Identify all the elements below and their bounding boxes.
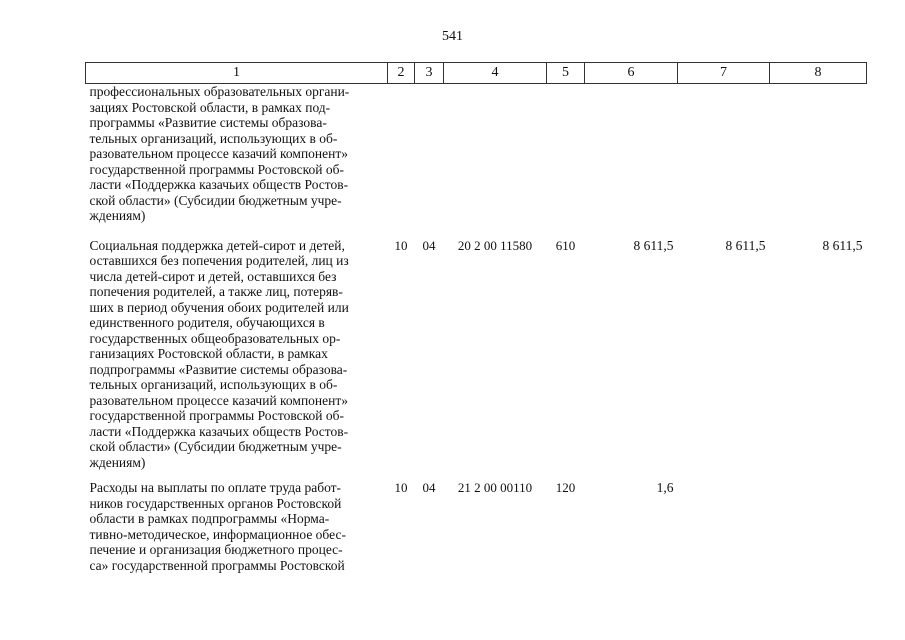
description-line: ласти «Поддержка казачьих обществ Ростов- bbox=[89, 423, 349, 439]
section-code: 10 bbox=[394, 480, 408, 495]
column-header-4: 4 bbox=[444, 63, 547, 84]
description-line: ников государственных органов Ростовской bbox=[89, 495, 342, 511]
description-line: области в рамках подпрограммы «Норма- bbox=[89, 511, 330, 526]
amount-column-7 bbox=[678, 480, 770, 573]
column-header-3: 3 bbox=[415, 63, 444, 84]
target-article-code: 20 2 00 11580 bbox=[457, 237, 533, 253]
description-line: единственного родителя, обучающихся в bbox=[89, 315, 325, 330]
description-line: ской области» (Субсидии бюджетным учре- bbox=[89, 439, 342, 454]
description-line: профессиональных образовательных органи- bbox=[89, 84, 350, 99]
description-line: подпрограммы «Развитие системы образова- bbox=[89, 361, 348, 377]
section-code bbox=[388, 84, 415, 238]
amount-column-6 bbox=[585, 84, 678, 238]
description-line: зациях Ростовской области, в рамках под- bbox=[89, 99, 331, 115]
description-line: тельных организаций, использующих в об- bbox=[89, 130, 338, 146]
expense-type-code: 610 bbox=[555, 237, 576, 253]
column-header-2: 2 bbox=[388, 63, 415, 84]
description-line: оставшихся без попечения родителей, лиц из bbox=[89, 253, 349, 268]
row-description bbox=[86, 84, 388, 238]
description-line: ших в период обучения обоих родителей или bbox=[89, 299, 349, 315]
column-header-8: 8 bbox=[770, 63, 867, 84]
description-line: тельных организаций, использующих в об- bbox=[89, 377, 338, 392]
description-line: числа детей-сирот и детей, оставшихся без bbox=[89, 268, 337, 284]
table-row bbox=[86, 480, 867, 573]
section-code: 10 bbox=[394, 237, 408, 253]
target-article-code: 21 2 00 00110 bbox=[457, 480, 533, 495]
page-number: 541 bbox=[442, 29, 463, 44]
description-line: тивно-методическое, информационное обес- bbox=[89, 526, 346, 542]
row-description bbox=[86, 480, 388, 573]
description-line: программы «Развитие системы образова- bbox=[89, 115, 327, 130]
table-row bbox=[86, 238, 867, 481]
amount-column-8: 8 611,5 bbox=[822, 237, 863, 253]
amount-column-6: 1,6 bbox=[656, 480, 674, 495]
amount-column-8 bbox=[770, 84, 867, 238]
amount-column-8 bbox=[770, 480, 867, 573]
description-line: ждениям) bbox=[89, 454, 146, 470]
description-line: ждениям) bbox=[89, 208, 146, 223]
expense-type-code: 120 bbox=[555, 480, 576, 495]
description-line: государственной программы Ростовской об- bbox=[89, 408, 344, 423]
description-line: печение и организация бюджетного процес- bbox=[89, 542, 343, 557]
expense-type-code bbox=[547, 84, 585, 238]
amount-column-7: 8 611,5 bbox=[725, 237, 766, 253]
description-line: Расходы на выплаты по оплате труда работ- bbox=[89, 480, 342, 495]
description-line: ской области» (Субсидии бюджетным учре- bbox=[89, 192, 342, 208]
description-line: государственных общеобразовательных ор- bbox=[89, 330, 341, 346]
description-line: ласти «Поддержка казачьих обществ Ростов- bbox=[89, 177, 349, 192]
table-header-row bbox=[86, 63, 867, 84]
amount-column-7 bbox=[678, 84, 770, 238]
budget-table bbox=[85, 62, 867, 573]
target-article-code bbox=[444, 84, 547, 238]
row-description bbox=[86, 238, 388, 481]
description-line: разовательном процессе казачий компонент» bbox=[89, 392, 349, 408]
description-line: разовательном процессе казачий компонент» bbox=[89, 146, 349, 161]
column-header-5: 5 bbox=[547, 63, 585, 84]
description-line: Социальная поддержка детей-сирот и детей, bbox=[89, 237, 345, 253]
description-line: ганизациях Ростовской области, в рамках bbox=[89, 346, 328, 361]
description-line: попечения родителей, а также лиц, потеряв- bbox=[89, 284, 343, 299]
description-line: са» государственной программы Ростовской bbox=[89, 557, 345, 573]
description-line: государственной программы Ростовской об- bbox=[89, 161, 344, 177]
column-header-6: 6 bbox=[585, 63, 678, 84]
subsection-code: 04 bbox=[422, 237, 436, 253]
subsection-code bbox=[415, 84, 444, 238]
subsection-code: 04 bbox=[422, 480, 436, 495]
table-row bbox=[86, 84, 867, 238]
column-header-1: 1 bbox=[86, 63, 388, 84]
amount-column-6: 8 611,5 bbox=[633, 237, 674, 253]
column-header-7: 7 bbox=[678, 63, 770, 84]
